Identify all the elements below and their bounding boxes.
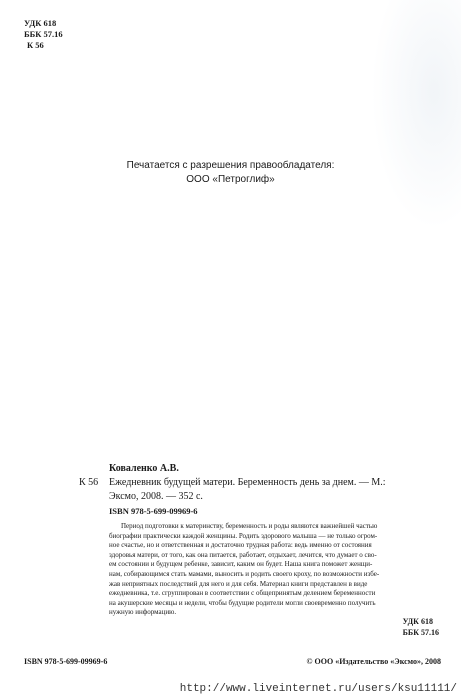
annotation-line: ем состоянии и будущем ребенке, зависит, каким он будет. Наша книга поможет женщи- [109, 560, 373, 569]
udk-code-bottom: УДК 618 [402, 617, 433, 626]
annotation-line: ежедневника, т.е. сгруппирован в соответствии с общепринятым делением беременности [109, 589, 376, 598]
annotation-line: здоровья матери, от того, как она питается, работает, отдыхает, лечится, что думает о сво- [109, 550, 377, 559]
annotation-line: жав неприятных последствий для него и для себя. Материал книги представлен в виде [109, 579, 368, 588]
title-line-2: Эксмо, 2008. — 352 с. [109, 491, 203, 502]
annotation [109, 522, 444, 618]
annotation-line: биографии практически каждой женщины. Родить здорового малыша — не только огром- [109, 531, 378, 540]
isbn-main: ISBN 978-5-699-09969-6 [109, 506, 198, 516]
annotation-line: нам, собирающимся стать мамами, выносить и родить своего кроху, по возможности избе- [109, 569, 380, 578]
copyright-notice: © ООО «Издательство «Эксмо», 2008 [306, 657, 441, 666]
annotation-line: ное счастье, но и ответственная и достаточно трудная работа: ведь именно от состояния [109, 541, 372, 550]
title-line-1: Ежедневник будущей матери. Беременность день за днем. — М.: [109, 477, 386, 488]
bbk-code: ББК 57.16 [24, 29, 63, 39]
author-mark-code: К 56 [27, 40, 44, 50]
annotation-line: на акушерские месяцы и недели, чтобы будущие родители могли своевременно получить [109, 598, 376, 607]
scan-shade [371, 0, 461, 230]
isbn-footer: ISBN 978-5-699-09969-6 [24, 657, 108, 666]
classification-codes-bottom [403, 616, 439, 638]
biblio-author-mark: К 56 [79, 477, 99, 488]
permission-notice [0, 159, 461, 187]
permission-line-2: ООО «Петроглиф» [186, 174, 275, 185]
watermark-url: http://www.liveinternet.ru/users/ksu11111/ [179, 683, 457, 695]
udk-code: УДК 618 [24, 18, 57, 28]
annotation-line: Период подготовки к материнству, беременность и роды являются важнейшей частью [121, 522, 378, 530]
permission-line-1: Печатается с разрешения правообладателя: [126, 160, 335, 171]
annotation-line: нужную информацию. [109, 608, 177, 617]
classification-codes-top [24, 18, 63, 51]
bbk-code-bottom: ББК 57.16 [402, 628, 439, 637]
author-name: Коваленко А.В. [109, 463, 179, 474]
bibliographic-record [109, 462, 444, 504]
